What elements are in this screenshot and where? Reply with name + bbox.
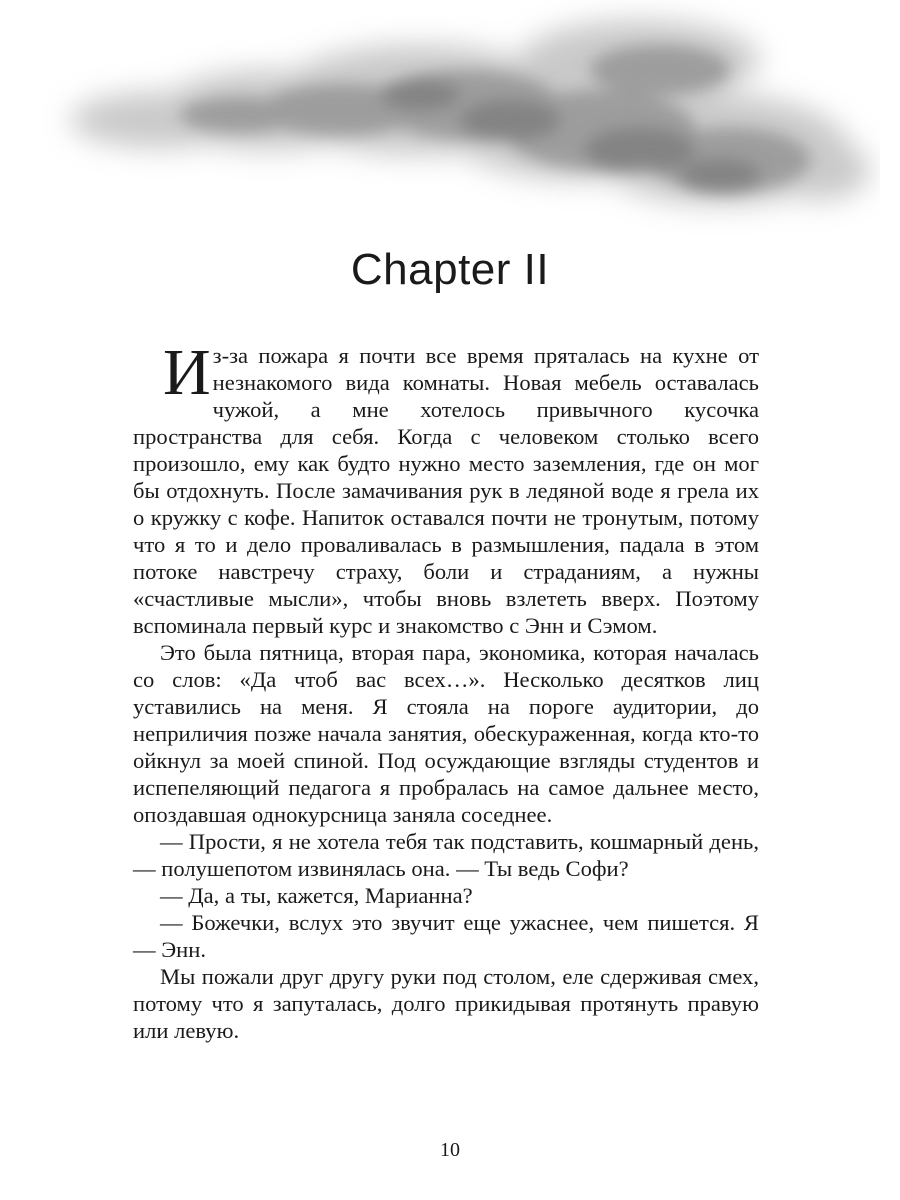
paragraph bbox=[133, 336, 759, 639]
paragraph-text: з-за пожара я почти все время пряталась на кухне от незнакомого вида комнаты. Новая мебель оставалась чужой, а мне хотелось привычного кусочка пространства для себя. Когда с человеком столько всего произошло, ему как будто нужно место заземления, где он мог бы отдохнуть. После замачивания рук в ледяной воде я грела их о кружку с кофе. Напиток оставался почти не тронутым, потому что я то и дело проваливалась в размышления, падала в этом потоке навстречу страху, боли и страданиям, а нужны «счастливые мысли», чтобы вновь взлететь вверх. Поэтому вспоминала первый курс и знакомство с Энн и Сэмом. bbox=[133, 343, 759, 638]
chapter-text bbox=[133, 336, 759, 1044]
paragraph: Мы пожали друг другу руки под столом, еле сдерживая смех, потому что я запуталась, долго прикидывая протянуть правую или левую. bbox=[133, 964, 759, 1043]
dialogue-line: — Да, а ты, кажется, Марианна? bbox=[160, 883, 473, 908]
dialogue-line: — Божечки, вслух это звучит еще ужаснее, чем пишется. Я — Энн. bbox=[133, 910, 759, 962]
paragraph: Это была пятница, вторая пара, экономика, которая началась со слов: «Да чтоб вас всех…». Несколько десятков лиц уставились на меня. Я стояла на пороге аудитории, до неприличия позже начала занятия, обескураженная, когда кто-то ойкнул за моей спиной. Под осуждающие взгляды студентов и испепеляющий педагога я пробралась на самое дальнее место, опоздавшая однокурсница заняла соседнее. bbox=[133, 640, 759, 827]
drop-cap: И bbox=[163, 336, 211, 409]
page-number: 10 bbox=[440, 1139, 460, 1161]
chapter-title: Chapter II bbox=[350, 245, 550, 294]
cloud-illustration bbox=[40, 0, 880, 270]
dialogue-line: — Прости, я не хотела тебя так подставить, кошмарный день, — полушепотом извинялась она. — Ты ведь Софи? bbox=[133, 829, 759, 881]
